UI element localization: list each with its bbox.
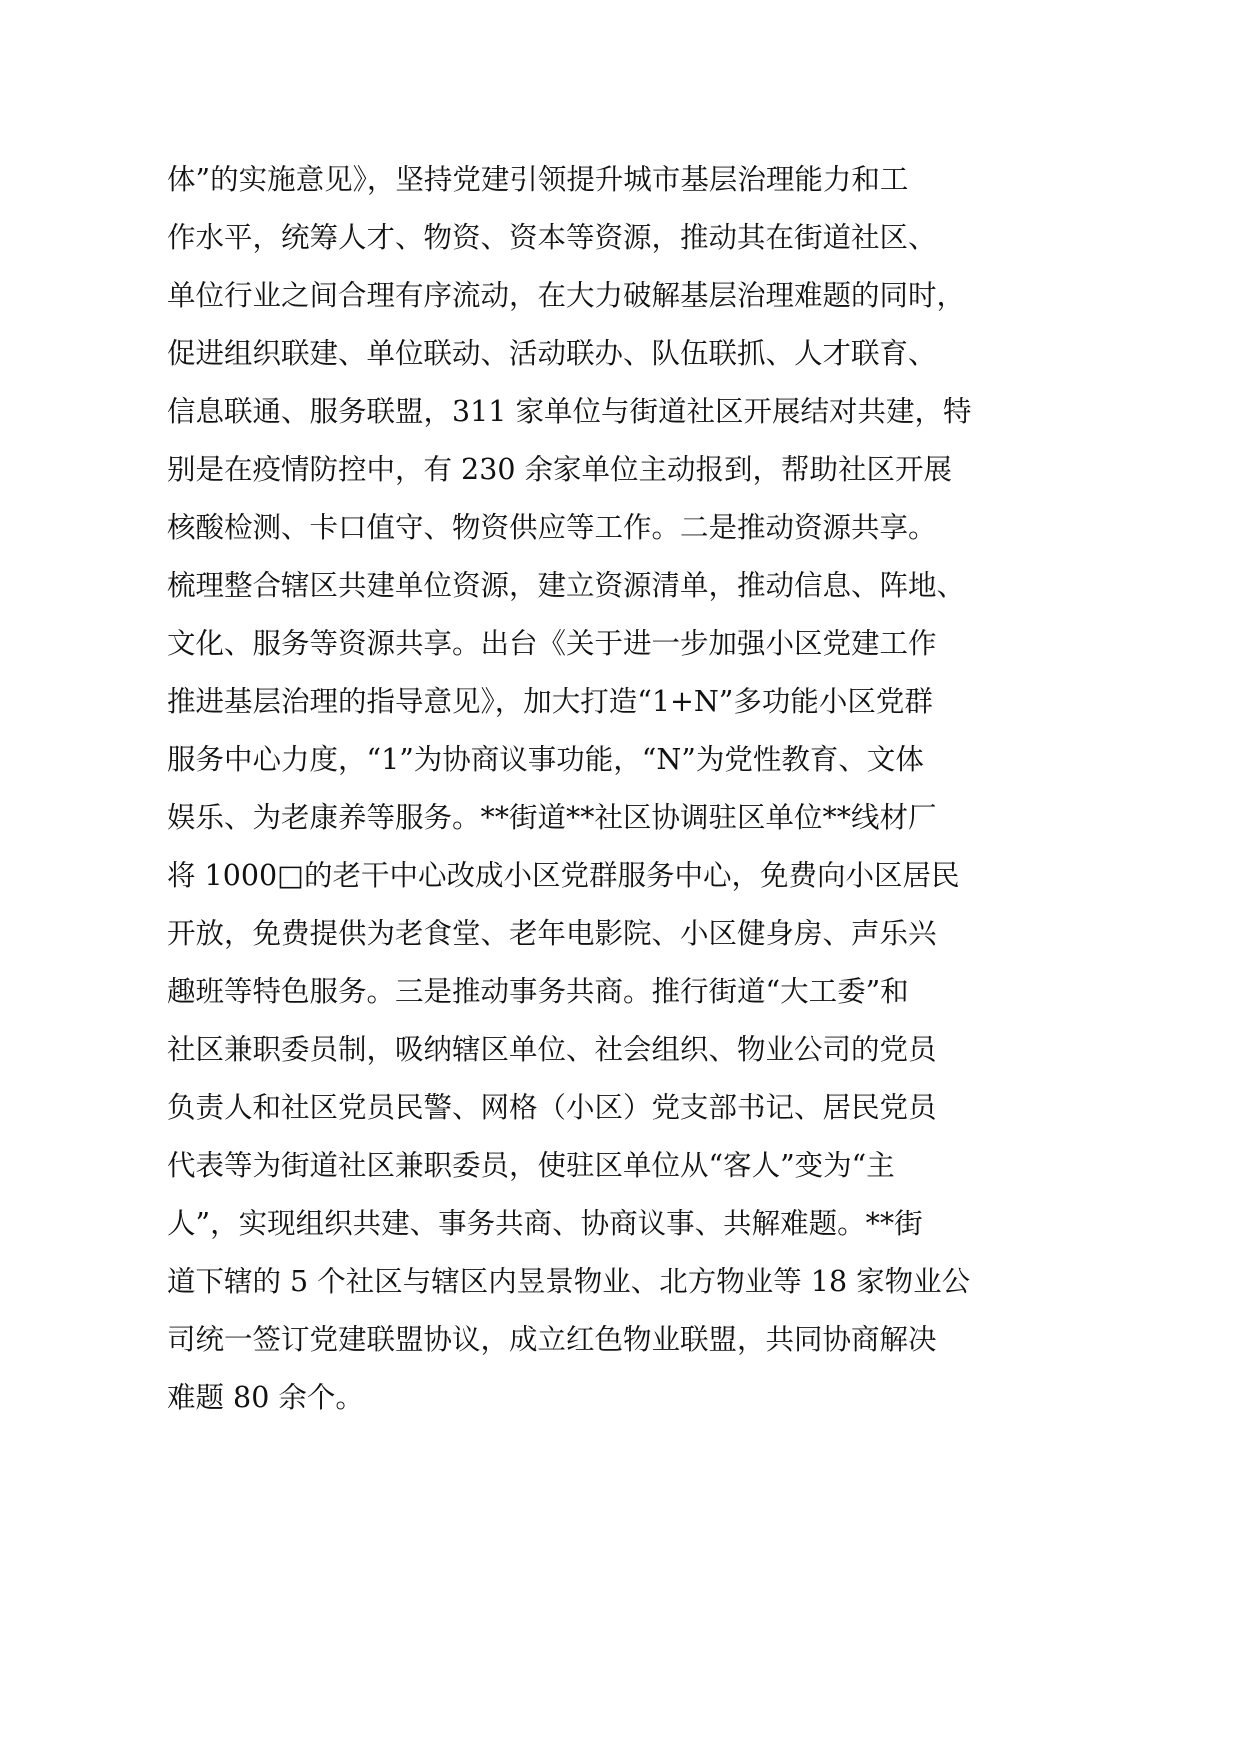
text-line: 代表等为街道社区兼职委员，使驻区单位从“客人”变为“主: [167, 1149, 895, 1182]
text-line: 人”，实现组织共建、事务共商、协商议事、共解难题。**街: [167, 1207, 923, 1240]
text-line: 促进组织联建、单位联动、活动联办、队伍联抓、人才联育、: [167, 337, 937, 370]
text-line: 将 1000□的老干中心改成小区党群服务中心，免费向小区居民: [167, 859, 960, 892]
text-line: 娱乐、为老康养等服务。**街道**社区协调驻区单位**线材厂: [167, 801, 937, 834]
text-line: 推进基层治理的指导意见》，加大打造“1+N”多功能小区党群: [167, 685, 933, 718]
text-line: 信息联通、服务联盟，311 家单位与街道社区开展结对共建，特: [167, 395, 972, 428]
text-line: 社区兼职委员制，吸纳辖区单位、社会组织、物业公司的党员: [167, 1033, 937, 1066]
text-line: 体”的实施意见》，坚持党建引领提升城市基层治理能力和工: [167, 163, 909, 196]
text-line: 单位行业之间合理有序流动，在大力破解基层治理难题的同时，: [167, 279, 966, 312]
text-line: 作水平，统筹人才、物资、资本等资源，推动其在街道社区、: [167, 221, 937, 254]
text-line: 梳理整合辖区共建单位资源，建立资源清单，推动信息、阵地、: [167, 569, 966, 602]
text-line: 文化、服务等资源共享。出台《关于进一步加强小区党建工作: [167, 627, 937, 660]
text-line: 别是在疫情防控中，有 230 余家单位主动报到，帮助社区开展: [167, 453, 953, 486]
text-line: 趣班等特色服务。三是推动事务共商。推行街道“大工委”和: [167, 975, 909, 1008]
text-line: 司统一签订党建联盟协议，成立红色物业联盟，共同协商解决: [167, 1323, 937, 1356]
text-line: 负责人和社区党员民警、网格（小区）党支部书记、居民党员: [167, 1091, 937, 1124]
text-line: 难题 80 余个。: [167, 1381, 364, 1414]
text-line: 开放，免费提供为老食堂、老年电影院、小区健身房、声乐兴: [167, 917, 937, 950]
text-line: 服务中心力度，“1”为协商议事功能，“N”为党性教育、文体: [167, 743, 924, 776]
text-line: 道下辖的 5 个社区与辖区内昱景物业、北方物业等 18 家物业公: [167, 1265, 971, 1298]
text-line: 核酸检测、卡口值守、物资供应等工作。二是推动资源共享。: [167, 511, 937, 544]
body-paragraph: [167, 151, 1067, 1427]
